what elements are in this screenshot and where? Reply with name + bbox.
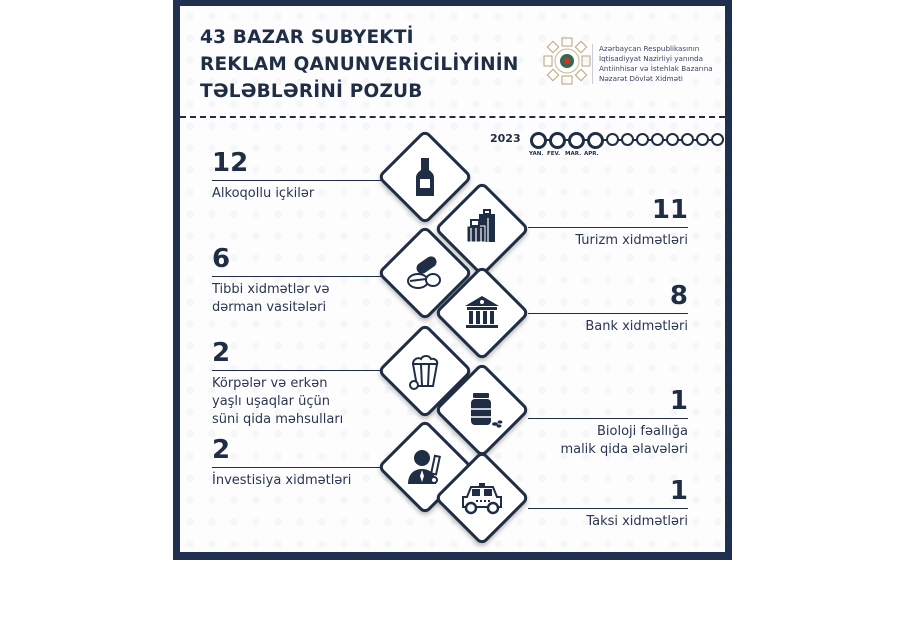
category-label: Körpələr və erkən (212, 376, 328, 391)
title-line: TƏLƏBLƏRİNİ POZUB (200, 81, 423, 102)
category-label: Tibbi xidmətlər və (212, 282, 330, 297)
timeline-dot-active (587, 132, 604, 149)
category-tourism (528, 196, 688, 250)
category-supplements (528, 387, 688, 459)
divider (212, 276, 382, 277)
title-line: REKLAM QANUNVERİCİLİYİNİN (200, 54, 519, 75)
organization-name (592, 44, 713, 84)
category-label: malik qida əlavələri (560, 442, 688, 457)
timeline-dot (606, 133, 619, 146)
timeline-dot-active (549, 132, 566, 149)
supplement-jar-icon (457, 385, 507, 435)
category-taxi (528, 477, 688, 531)
timeline-dot (711, 133, 724, 146)
dashed-divider (180, 116, 725, 118)
category-label: Turizm xidmətləri (575, 233, 688, 248)
timeline-dot (696, 133, 709, 146)
timeline-month: MAR. (565, 151, 582, 157)
category-count: 2 (212, 435, 231, 465)
timeline-dot (651, 133, 664, 146)
timeline-dot (666, 133, 679, 146)
timeline-dot (681, 133, 694, 146)
popcorn-icon (400, 346, 450, 396)
category-count: 2 (212, 338, 231, 368)
timeline-dot (621, 133, 634, 146)
emblem-logo-icon (542, 36, 592, 86)
category-count: 12 (212, 148, 249, 178)
divider (528, 418, 688, 419)
category-label: süni qida məhsulları (212, 412, 344, 427)
org-line: Azərbaycan Respublikasının (599, 44, 700, 53)
category-label: dərman vasitələri (212, 300, 327, 315)
bottle-icon (400, 152, 450, 202)
category-count: 8 (669, 281, 688, 311)
category-count: 1 (669, 386, 688, 416)
category-label: Alkoqollu içkilər (212, 186, 315, 201)
org-line: Nəzarət Dövlət Xidməti (599, 74, 683, 83)
category-bank (528, 282, 688, 336)
title-line: 43 BAZAR SUBYEKTİ (200, 27, 414, 48)
timeline-month: YAN. (529, 151, 544, 157)
divider (212, 370, 382, 371)
category-count: 1 (669, 476, 688, 506)
taxi-icon (457, 473, 507, 523)
category-investment (212, 436, 382, 490)
divider (528, 227, 688, 228)
org-line: Antiinhisar və İstehlak Bazarına (599, 64, 713, 73)
category-label: Bank xidmətləri (585, 319, 688, 334)
timeline-dot (636, 133, 649, 146)
timeline-year: 2023 (490, 132, 521, 145)
timeline-month: FEV. (547, 151, 561, 157)
category-label: İnvestisiya xidmətləri (212, 473, 352, 488)
investor-icon (400, 442, 450, 492)
bank-icon (457, 288, 507, 338)
category-label: yaşlı uşaqlar üçün (212, 394, 330, 409)
timeline-dot-active (530, 132, 547, 149)
pills-icon (400, 248, 450, 298)
category-medical (212, 245, 382, 317)
category-label: Bioloji fəallığa (597, 424, 688, 439)
divider (212, 180, 382, 181)
infographic-panel (180, 6, 725, 552)
category-count: 6 (212, 244, 231, 274)
month-timeline (490, 128, 720, 158)
timeline-month: APR. (584, 151, 599, 157)
category-alcohol (212, 149, 382, 203)
divider (528, 508, 688, 509)
page-title (200, 24, 519, 105)
category-count: 11 (651, 195, 688, 225)
timeline-dot-active (568, 132, 585, 149)
divider (212, 467, 382, 468)
org-line: İqtisadiyyat Nazirliyi yanında (599, 54, 703, 63)
category-label: Taksi xidmətləri (586, 514, 688, 529)
category-infant-food (212, 339, 382, 429)
divider (528, 313, 688, 314)
luggage-icon (457, 204, 507, 254)
